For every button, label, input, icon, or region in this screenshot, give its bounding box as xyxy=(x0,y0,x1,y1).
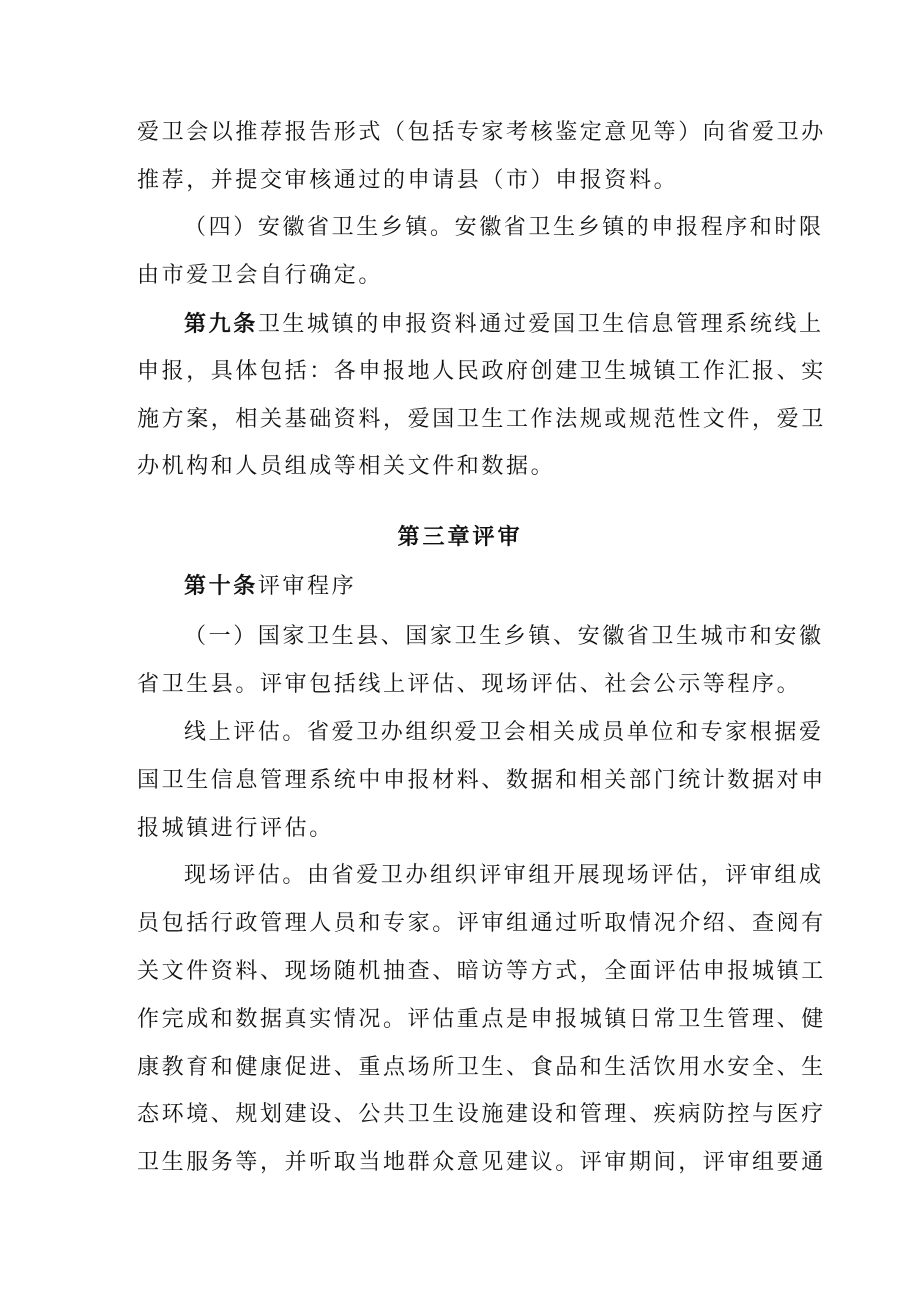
paragraph-line: 卫生服务等，并听取当地群众意见建议。评审期间，评审组要通 xyxy=(137,1150,826,1175)
paragraph-line: 国卫生信息管理系统中申报材料、数据和相关部门统计数据对申 xyxy=(137,768,826,793)
chapter-title: 第三章评审 xyxy=(397,524,523,550)
paragraph-line: 态环境、规划建设、公共卫生设施建设和管理、疾病防控与医疗 xyxy=(137,1102,826,1127)
paragraph-line: 省卫生县。评审包括线上评估、现场评估、社会公示等程序。 xyxy=(137,672,802,697)
article-10-line xyxy=(184,571,844,601)
article-text: 卫生城镇的申报资料通过爱国卫生信息管理系统线上 xyxy=(257,312,824,337)
article-number: 第十条 xyxy=(184,573,258,599)
paragraph-line: 推荐，并提交审核通过的申请县（市）申报资料。 xyxy=(137,168,679,193)
paragraph-line: 申报，具体包括：各申报地人民政府创建卫生城镇工作汇报、实 xyxy=(137,359,826,384)
paragraph-line: 报城镇进行评估。 xyxy=(137,816,334,841)
paragraph-line: （一）国家卫生县、国家卫生乡镇、安徽省卫生城市和安徽 xyxy=(184,624,824,649)
article-number: 第九条 xyxy=(184,311,258,337)
paragraph-line: 作完成和数据真实情况。评估重点是申报城镇日常卫生管理、健 xyxy=(137,1007,826,1032)
paragraph-line: 康教育和健康促进、重点场所卫生、食品和生活饮用水安全、生 xyxy=(137,1055,826,1080)
article-text: 评审程序 xyxy=(257,574,357,599)
paragraph-line: 员包括行政管理人员和专家。评审组通过听取情况介绍、查阅有 xyxy=(137,911,826,936)
paragraph-line: （四）安徽省卫生乡镇。安徽省卫生乡镇的申报程序和时限 xyxy=(184,215,824,240)
paragraph-line: 施方案，相关基础资料，爱国卫生工作法规或规范性文件，爱卫 xyxy=(137,407,826,432)
paragraph-line: 爱卫会以推荐报告形式（包括专家考核鉴定意见等）向省爱卫办 xyxy=(137,120,826,145)
paragraph-line: 线上评估。省爱卫办组织爱卫会相关成员单位和专家根据爱 xyxy=(184,720,824,745)
paragraph-line: 关文件资料、现场随机抽查、暗访等方式，全面评估申报城镇工 xyxy=(137,959,826,984)
paragraph-line: 办机构和人员组成等相关文件和数据。 xyxy=(137,454,556,479)
paragraph-line: 由市爱卫会自行确定。 xyxy=(137,263,384,288)
paragraph-line: 现场评估。由省爱卫办组织评审组开展现场评估，评审组成 xyxy=(184,863,824,888)
article-9-line xyxy=(184,309,844,339)
